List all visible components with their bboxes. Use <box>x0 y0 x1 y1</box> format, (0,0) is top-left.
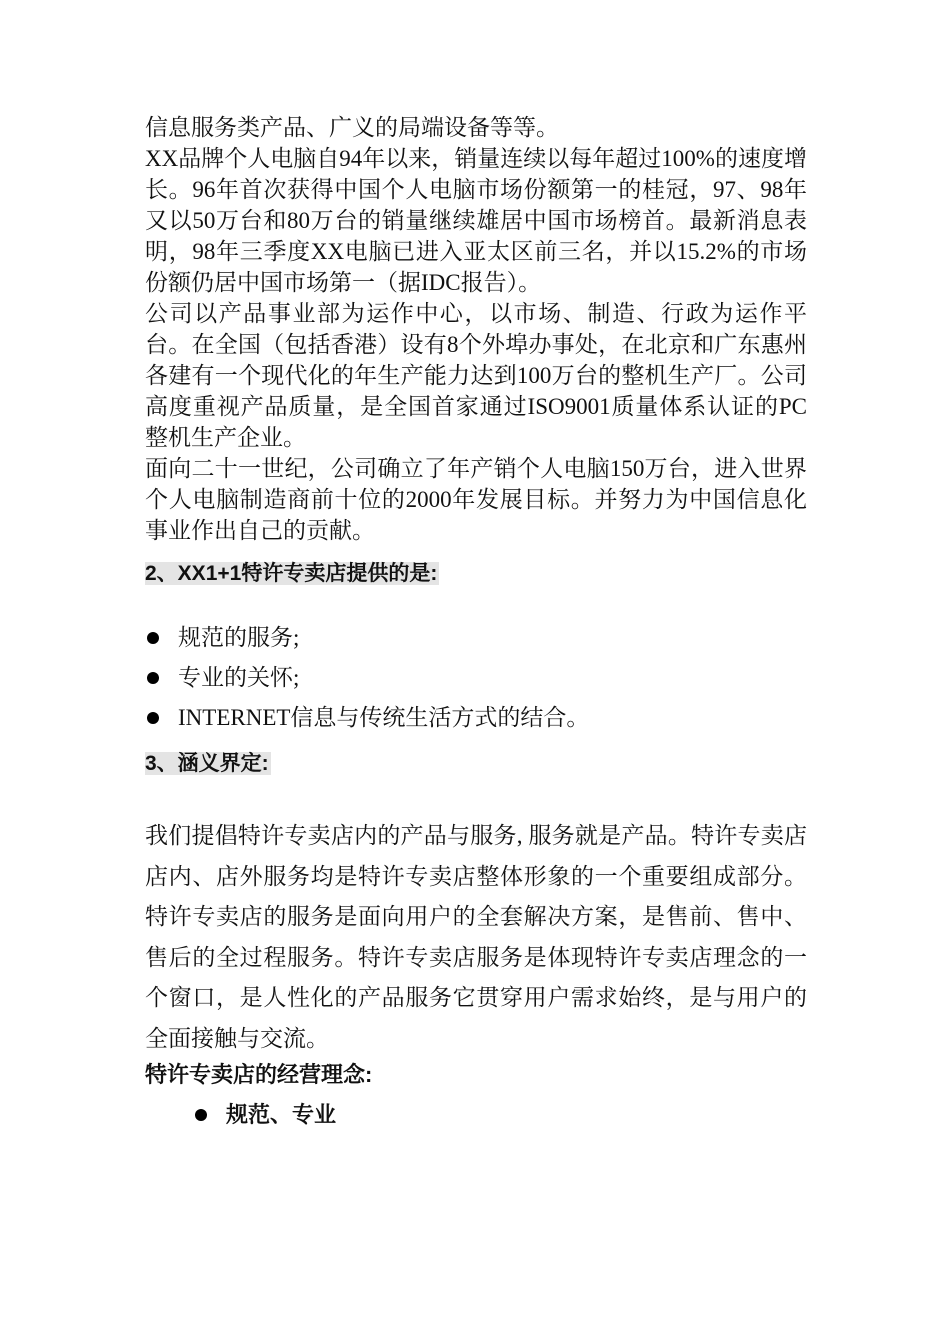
intro-paragraph-3: 公司以产品事业部为运作中心，以市场、制造、行政为运作平台。在全国（包括香港）设有8个外埠办事处，在北京和广东惠州各建有一个现代化的年生产能力达到100万台的整机生产厂。公司高度重视产品质量，是全国首家通过ISO9001质量体系认证的PC整机生产企业。 <box>145 301 807 450</box>
list-item: 专业的关怀; <box>145 658 807 698</box>
section-3-heading: 3、涵义界定: <box>145 752 269 775</box>
section-2-list <box>145 618 807 738</box>
section-3-paragraph: 我们提倡特许专卖店内的产品与服务, 服务就是产品。特许专卖店店内、店外服务均是特许专卖店整体形象的一个重要组成部分。特许专卖店的服务是面向用户的全套解决方案，是售前、售中、售后的全过程服务。特许专卖店服务是体现特许专卖店理念的一个窗口，是人性化的产品服务它贯穿用户需求始终，是与用户的全面接触与交流。 <box>145 823 807 1051</box>
business-philosophy-heading: 特许专卖店的经营理念: <box>145 1062 373 1087</box>
bullet-icon <box>147 672 159 684</box>
bullet-icon <box>195 1109 207 1121</box>
philosophy-list <box>193 1095 807 1135</box>
intro-paragraph-4: 面向二十一世纪，公司确立了年产销个人电脑150万台，进入世界个人电脑制造商前十位的2000年发展目标。并努力为中国信息化事业作出自己的贡献。 <box>145 456 807 543</box>
section-2-heading: 2、XX1+1特许专卖店提供的是: <box>145 562 438 585</box>
list-item: 规范、专业 <box>193 1095 807 1135</box>
intro-paragraph-1: 信息服务类产品、广义的局端设备等等。 <box>145 115 559 140</box>
bullet-icon <box>147 632 159 644</box>
document-page <box>145 112 807 1135</box>
list-item: INTERNET信息与传统生活方式的结合。 <box>145 698 807 738</box>
intro-paragraph-2: XX品牌个人电脑自94年以来，销量连续以每年超过100%的速度增长。96年首次获得中国个人电脑市场份额第一的桂冠，97、98年又以50万台和80万台的销量继续雄居中国市场榜首。最新消息表明，98年三季度XX电脑已进入亚太区前三名，并以15.2%的市场份额仍居中国市场第一（据IDC报告）。 <box>145 146 807 295</box>
bullet-icon <box>147 712 159 724</box>
list-item: 规范的服务; <box>145 618 807 658</box>
